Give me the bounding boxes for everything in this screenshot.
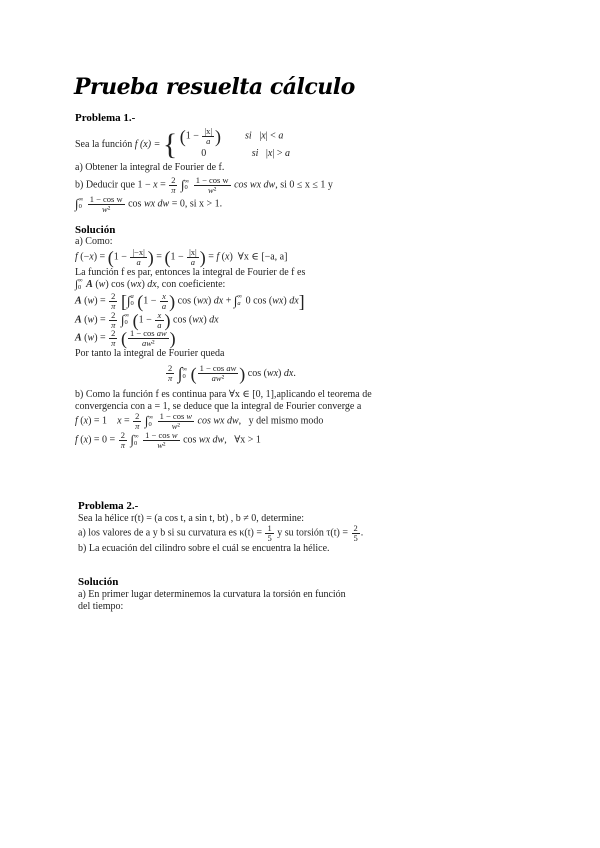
- problem-1-item-b-second: ∫ ∞ 0 $\frac{\text{1 − cos w}}{\text{w²}}$ cos wx dw = 0, si x > 1.: [75, 193, 223, 214]
- fourier-integral-result: $\frac{2}{\pi}$ ∫ ∞ 0 ( $\frac{\text{1 − cos aw}}{\text{aw²}}$ ) cos (wx) dx.: [168, 363, 296, 384]
- function-definition: Sea la función f (x) = { (1 − $\frac{|x|}{a}$ ) si |x| < a 0 si |x| > a: [75, 125, 291, 161]
- convergence-condition: ∀x > 1: [234, 434, 261, 446]
- solution-2-line-1: a) En primer lugar determinemos la curvatura la torsión en función: [78, 589, 346, 601]
- same-way-text: y del mismo modo: [248, 416, 324, 428]
- coefficient-eq-1: A (w) = $\frac{2}{\pi}$ [∫ a 0 (1 − $\frac{x}{a}$ ) cos (wx) dx + ∫ ∞ a 0 cos (wx) dx]: [75, 290, 305, 312]
- item-b-cond2: si x > 1.: [189, 198, 223, 210]
- problem-1-section: [75, 112, 515, 450]
- function-definition-text: Sea la función: [75, 138, 133, 150]
- item-b-prefix: b) Deducir que: [75, 179, 135, 191]
- item-a-prefix: a) los valores de a y b si su curvatura es κ(t) =: [78, 527, 262, 539]
- convergence-eq-1: f (x) = 1 x = $\frac{2}{\pi}$ ∫ ∞ 0 $\frac{\text{1 − cos w}}{\text{w²}}$ cos wx dw, y del mismo modo: [75, 411, 324, 432]
- fourier-integral-form: ∫ ∞ 0 A (w) cos (wx) dx, con coeficiente:: [75, 277, 226, 291]
- part-b-line-1: b) Como la función f es continua para ∀x ∈ [0, 1],aplicando el teorema de: [75, 389, 372, 401]
- helix-statement: Sea la hélice r(t) = (a cos t, a sin t, bt) , b ≠ 0, determine:: [78, 512, 305, 524]
- coefficient-eq-2: A (w) = $\frac{2}{\pi}$ ∫ ∞ 0 (1 − $\frac{x}{a}$ ) cos (wx) dx: [75, 309, 219, 331]
- problem-1-item-a: a) Obtener la integral de Fourier de f.: [75, 162, 225, 174]
- coefficient-text: , con coeficiente:: [156, 279, 226, 291]
- problem-2-section: [78, 500, 518, 612]
- part-b-line-2: convergencia con a = 1, se deduce que la integral de Fourier converge a: [75, 400, 362, 412]
- therefore-text: Por tanto la integral de Fourier queda: [75, 348, 225, 360]
- convergence-eq-2: f (x) = 0 = $\frac{2}{\pi}$ ∫ ∞ 0 $\frac{\text{1 − cos w}}{\text{w²}}$ cos wx dw, ∀x > 1: [75, 430, 261, 451]
- document-title: Prueba resuelta cálculo: [74, 74, 355, 100]
- parity-condition: ∀x ∈ [−a, a]: [237, 251, 288, 263]
- item-b-cond1: si 0 ≤ x ≤ 1 y: [280, 179, 333, 191]
- coefficient-eq-3: A (w) = $\frac{2}{\pi}$ ( $\frac{\text{1 − cos aw}}{\text{aw²}}$ ): [75, 328, 176, 349]
- solution-1-heading: Solución: [75, 223, 116, 236]
- parity-equation: f (−x) = (1 − $\frac{|-x|}{a}$ ) = (1 − $\frac{|x|}{a}$ ) = f (x) ∀x ∈ [−a, a]: [75, 246, 288, 268]
- piecewise-cases: (1 − $\frac{|x|}{a}$ ) si |x| < a 0 si |x| > a: [179, 125, 291, 160]
- problem-1-heading: Problema 1.-: [75, 112, 136, 124]
- problem-1-item-b: b) Deducir que 1 − x = $\frac{2}{\pi}$ ∫ ∞ 0 $\frac{\text{1 − cos w}}{\text{w²}}$ cos wx dw, si 0 ≤ x ≤ 1 y: [75, 174, 333, 195]
- solution-2-heading: Solución: [78, 576, 119, 589]
- problem-2-item-a: a) los valores de a y b si su curvatura es κ(t) = $\frac{1}{5}$ y su torsión τ(t) = $\frac{2}{5}$ .: [78, 523, 364, 544]
- even-function-text: La función f es par, entonces la integral de Fourier de f es: [75, 266, 306, 278]
- item-a-middle: y su torsión τ(t) =: [277, 527, 348, 539]
- solution-2-line-2: del tiempo:: [78, 600, 124, 612]
- solution-a-label: a) Como:: [75, 236, 113, 248]
- problem-2-item-b: b) La ecuación del cilindro sobre el cuál se encuentra la hélice.: [78, 542, 330, 554]
- problem-2-heading: Problema 2.-: [78, 500, 139, 512]
